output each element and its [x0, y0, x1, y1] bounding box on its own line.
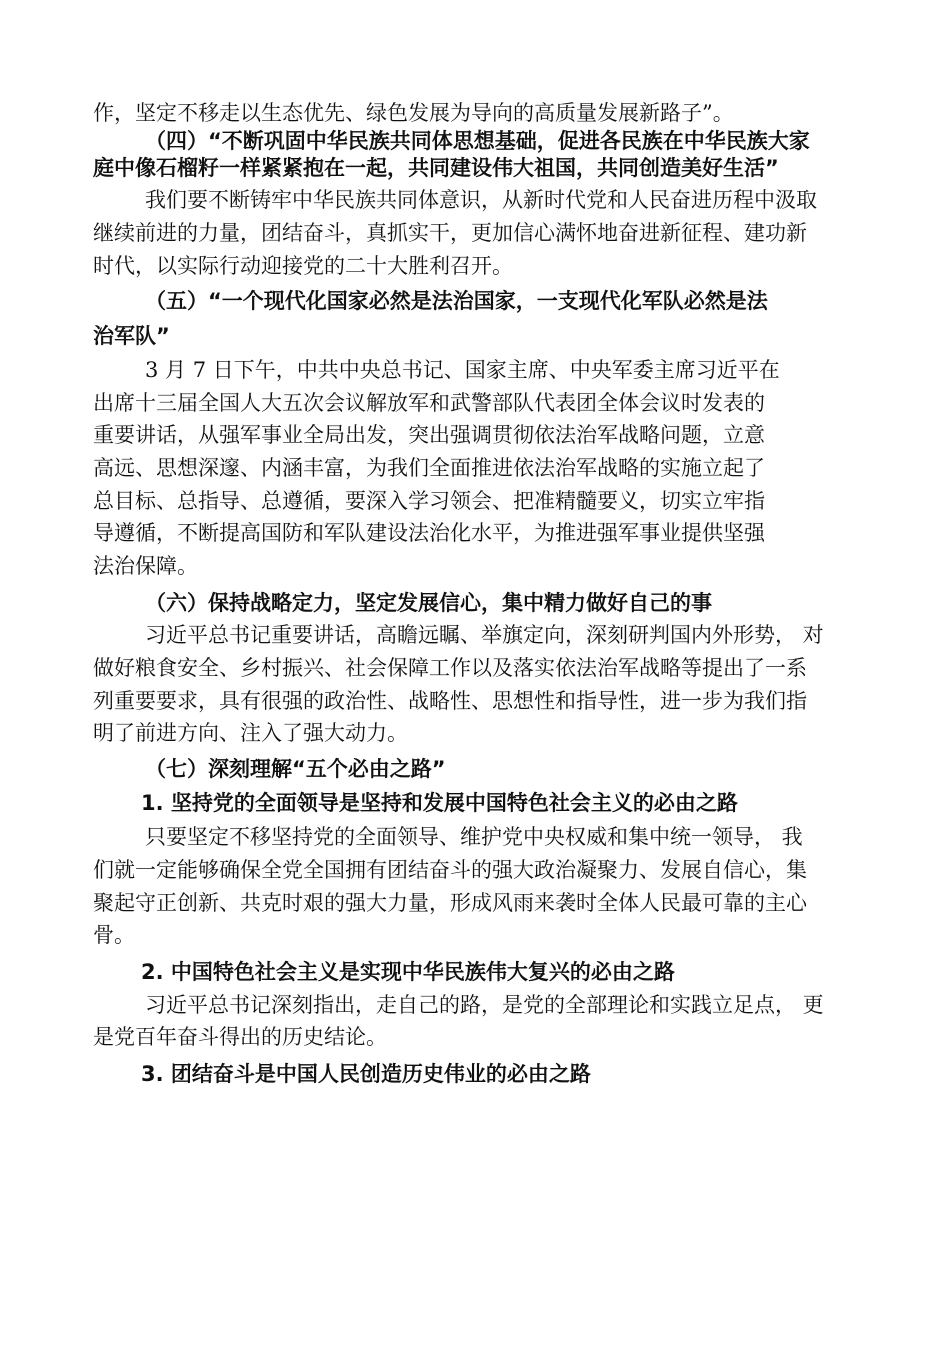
section-heading-4-line-2: 庭中像石榴籽一样紧紧抱在一起，共同建设伟大祖国，共同创造美好生活”: [93, 156, 779, 180]
subsection-heading-2: 2. 中国特色社会主义是实现中华民族伟大复兴的必由之路: [141, 960, 675, 984]
paragraph-line: 骨。: [93, 923, 135, 947]
paragraph-line: 聚起守正创新、共克时艰的强大力量，形成风雨来袭时全体人民最可靠的主心: [93, 891, 807, 915]
paragraph-line: 只要坚定不移坚持党的全面领导、维护党中央权威和集中统一领导， 我: [145, 825, 803, 849]
section-heading-5-line-2: 治军队”: [93, 324, 170, 348]
paragraph-line: 作，坚定不移走以生态优先、绿色发展为导向的高质量发展新路子”。: [93, 101, 734, 125]
subsection-heading-1: 1. 坚持党的全面领导是坚持和发展中国特色社会主义的必由之路: [141, 791, 738, 815]
section-heading-5-line-1: （五）“一个现代化国家必然是法治国家，一支现代化军队必然是法: [145, 289, 768, 313]
paragraph-line: 总目标、总指导、总遵循，要深入学习领会、把准精髓要义，切实立牢指: [93, 489, 765, 513]
paragraph-line: 3 月 7 日下午，中共中央总书记、国家主席、中央军委主席习近平在: [145, 358, 780, 382]
paragraph-line: 时代，以实际行动迎接党的二十大胜利召开。: [93, 254, 513, 278]
paragraph-line: 重要讲话，从强军事业全局出发，突出强调贯彻依法治军战略问题，立意: [93, 423, 765, 447]
paragraph-line: 法治保障。: [93, 554, 198, 578]
section-heading-6: （六）保持战略定力，坚定发展信心，集中精力做好自己的事: [145, 591, 712, 615]
paragraph-line: 列重要要求，具有很强的政治性、战略性、思想性和指导性，进一步为我们指: [93, 689, 807, 713]
paragraph-line: 们就一定能够确保全党全国拥有团结奋斗的强大政治凝聚力、发展自信心，集: [93, 858, 807, 882]
paragraph-line: 习近平总书记深刻指出，走自己的路，是党的全部理论和实践立足点， 更: [145, 993, 824, 1017]
paragraph-line: 是党百年奋斗得出的历史结论。: [93, 1025, 387, 1049]
paragraph-line: 我们要不断铸牢中华民族共同体意识，从新时代党和人民奋进历程中汲取: [145, 188, 817, 212]
section-heading-7: （七）深刻理解“五个必由之路”: [145, 757, 446, 781]
subsection-heading-3: 3. 团结奋斗是中国人民创造历史伟业的必由之路: [141, 1062, 591, 1086]
paragraph-line: 做好粮食安全、乡村振兴、社会保障工作以及落实依法治军战略等提出了一系: [93, 656, 807, 680]
paragraph-line: 明了前进方向、注入了强大动力。: [93, 721, 408, 745]
paragraph-line: 继续前进的力量，团结奋斗，真抓实干，更加信心满怀地奋进新征程、建功新: [93, 221, 807, 245]
paragraph-line: 习近平总书记重要讲话，高瞻远瞩、举旗定向，深刻研判国内外形势， 对: [145, 623, 824, 647]
paragraph-line: 高远、思想深邃、内涵丰富，为我们全面推进依法治军战略的实施立起了: [93, 456, 765, 480]
section-heading-4-line-1: （四）“不断巩固中华民族共同体思想基础，促进各民族在中华民族大家: [145, 129, 810, 153]
paragraph-line: 出席十三届全国人大五次会议解放军和武警部队代表团全体会议时发表的: [93, 391, 765, 415]
paragraph-line: 导遵循，不断提高国防和军队建设法治化水平，为推进强军事业提供坚强: [93, 521, 765, 545]
